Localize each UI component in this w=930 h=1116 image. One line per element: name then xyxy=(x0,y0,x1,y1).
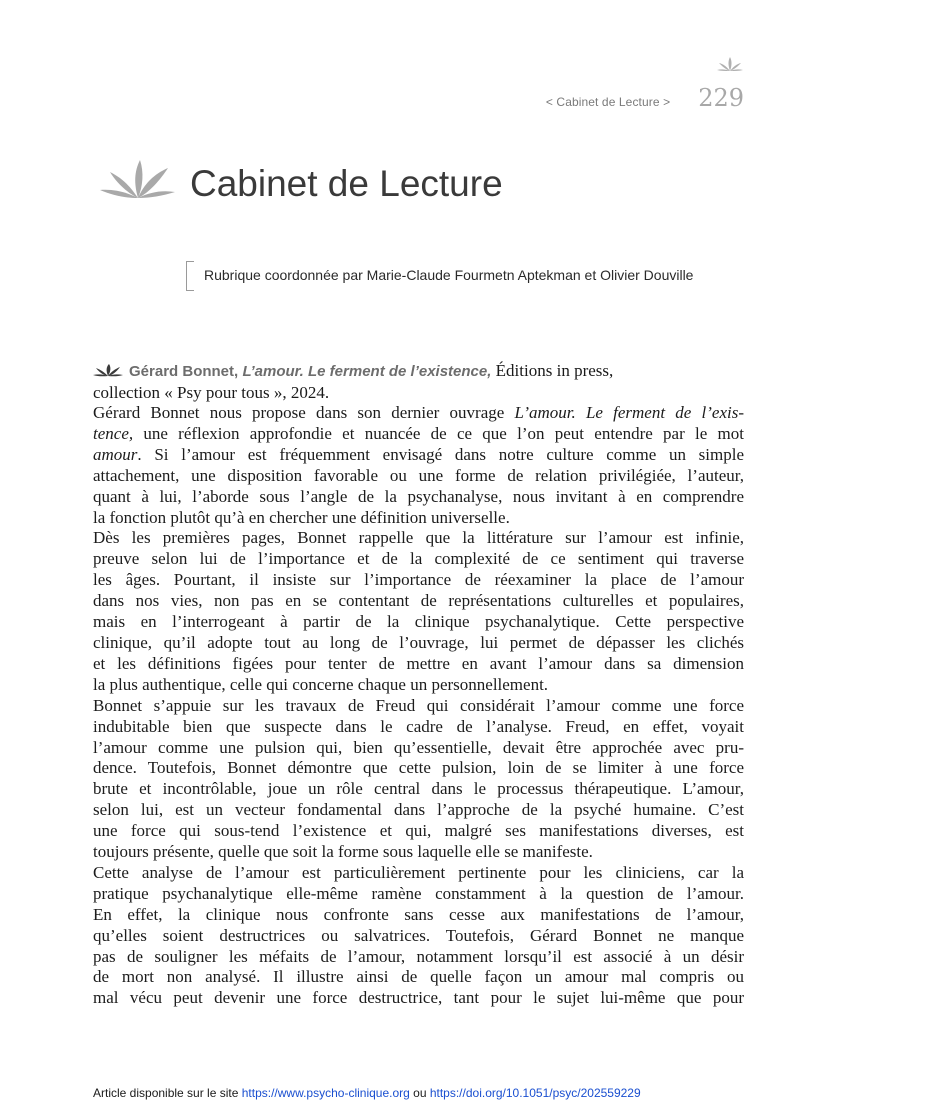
text-line: mais en l’interrogeant à partir de la clinique psychanalytique. Cette perspective xyxy=(93,612,744,632)
text-line: dence. Toutefois, Bonnet démontre que cette pulsion, loin de se limiter à une force xyxy=(93,758,744,778)
text-line: preuve selon lui de l’importance et de la complexité de ce sentiment qui traverse xyxy=(93,549,744,569)
text-line: Dès les premières pages, Bonnet rappelle que la littérature sur l’amour est infinie, xyxy=(93,528,744,548)
footer-middle: ou xyxy=(409,1086,430,1100)
paragraph-3 xyxy=(93,696,744,863)
word-italic: amour xyxy=(93,444,138,464)
text-line: toujours présente, quelle que soit la forme sous laquelle elle se manifeste. xyxy=(93,842,593,862)
text-line: indubitable bien que suspecte dans le cadre de l’analyse. Freud, en effet, voyait xyxy=(93,716,744,736)
text-line: la fonction plutôt qu’à en chercher une définition universelle. xyxy=(93,507,510,527)
footer-prefix: Article disponible sur le site xyxy=(93,1086,242,1100)
text-line: clinique, qu’il adopte tout au long de l’ouvrage, lui permet de dépasser les clichés xyxy=(93,632,744,652)
review-entry xyxy=(93,360,744,1009)
lotus-leaves-icon xyxy=(93,363,123,377)
text-run: une réflexion approfondie et nuancée de ce que l’on peut entendre par le mot xyxy=(133,423,744,443)
lotus-leaves-icon xyxy=(98,158,176,200)
text-line: attachement, une disposition favorable ou une forme de relation privilégiée, l’auteur, xyxy=(93,465,744,485)
text-line: Cette analyse de l’amour est particulièrement pertinente pour les cliniciens, car la xyxy=(93,862,744,882)
page-number: 229 xyxy=(698,84,744,112)
book-collection: collection « Psy pour tous », 2024. xyxy=(93,383,330,402)
running-header xyxy=(546,84,744,112)
book-title-italic: L’amour. Le ferment de l’exis- xyxy=(514,403,744,422)
text-line: qu’elles soient destructrices ou salvatrices. Toutefois, Gérard Bonnet ne manque xyxy=(93,925,744,945)
paragraph-4 xyxy=(93,863,744,1009)
text-line xyxy=(93,403,744,424)
doi-link[interactable]: https://doi.org/10.1051/psyc/202559229 xyxy=(429,1086,641,1100)
book-publisher: Éditions in press, xyxy=(491,361,614,380)
book-title: L’amour. Le ferment de l’existence, xyxy=(242,363,492,380)
text-run: . Si l’amour est fréquemment envisagé dans notre culture comme un simple xyxy=(137,444,744,464)
text-line: Bonnet s’appuie sur les travaux de Freud qui considérait l’amour comme une force xyxy=(93,695,744,715)
text-line: brute et incontrôlable, joue un rôle central dans le processus thérapeutique. L’amour, xyxy=(93,779,744,799)
paragraph-1 xyxy=(93,403,744,528)
site-link[interactable]: https://www.psycho-clinique.org xyxy=(241,1086,410,1100)
section-coordinators: Rubrique coordonnée par Marie-Claude Fourmetn Aptekman et Olivier Douville xyxy=(204,267,694,283)
text-line: et les définitions figées pour tenter de mettre en avant l’amour dans sa dimension xyxy=(93,653,744,673)
article-footer xyxy=(93,1086,641,1100)
entry-heading xyxy=(93,360,744,382)
lotus-leaves-icon xyxy=(716,56,744,72)
text-line: la plus authentique, celle qui concerne chaque un personnellement. xyxy=(93,674,549,694)
text-line: En effet, la clinique nous confronte sans cesse aux manifestations de l’amour, xyxy=(93,904,744,924)
text-line: selon lui, est un vecteur fondamental dans l’approche de la psyché humaine. C’est xyxy=(93,800,744,820)
book-title-italic: tence, xyxy=(93,423,134,443)
bracket-mark xyxy=(186,261,194,291)
section-title: Cabinet de Lecture xyxy=(190,163,503,204)
text-line: une force qui sous-tend l’existence et qui, malgré ses manifestations diverses, est xyxy=(93,821,744,841)
paragraph-2 xyxy=(93,528,744,695)
running-title: < Cabinet de Lecture > xyxy=(545,95,671,109)
text-run: Gérard Bonnet nous propose dans son dernier ouvrage xyxy=(93,403,515,422)
text-line xyxy=(93,424,744,445)
book-author: Gérard Bonnet, xyxy=(129,363,239,380)
text-line: quant à lui, l’aborde sous l’angle de la psychanalyse, nous invitant à en comprendre xyxy=(93,486,744,506)
text-line xyxy=(93,445,744,466)
text-line: dans nos vies, non pas en se contentant de représentations culturelles et populaires, xyxy=(93,591,744,611)
text-line: pas de souligner les méfaits de l’amour, notamment lorsqu’il est associé à un désir xyxy=(93,946,744,966)
text-line: les âges. Pourtant, il insiste sur l’importance de réexaminer la place de l’amour xyxy=(93,570,744,590)
text-line: mal vécu peut devenir une force destructrice, tant pour le sujet lui-même que pour xyxy=(93,988,744,1008)
text-line: l’amour comme une pulsion qui, bien qu’essentielle, devait être approchée avec pru- xyxy=(93,737,744,757)
text-line: de mort non analysé. Il illustre ainsi de quelle façon un amour mal compris ou xyxy=(93,967,744,987)
text-line: pratique psychanalytique elle-même ramène constamment à la question de l’amour. xyxy=(93,883,744,903)
